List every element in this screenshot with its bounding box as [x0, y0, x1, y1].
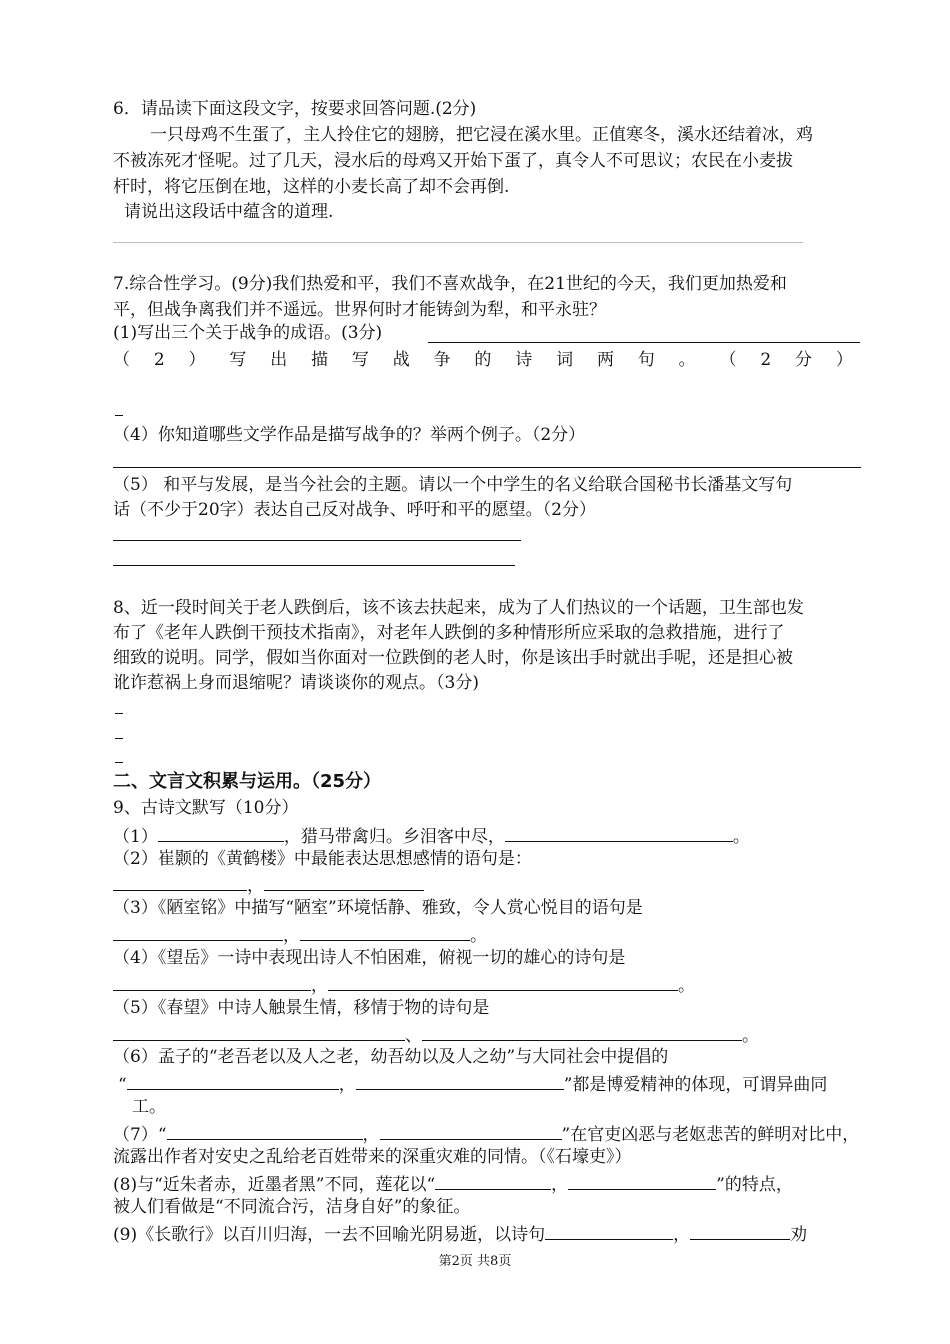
q9-item4-answers: ， 。	[113, 972, 695, 997]
q9-item4-blank2[interactable]	[328, 972, 678, 991]
q9-item5-blank1[interactable]	[113, 1022, 405, 1041]
q9-item3: （3）《陋室铭》中描写“陋室”环境恬静、雅致，令人赏心悦目的语句是	[113, 898, 643, 918]
q6-passage-line2: 不被冻死才怪呢。过了几天，浸水后的母鸡又开始下蛋了，真令人不可思议；农民在小麦拔	[113, 151, 793, 171]
q9-item9: (9)《长歌行》以百川归海，一去不回喻光阴易逝，以诗句 ， 劝	[113, 1221, 807, 1246]
q9-item6-blank2[interactable]	[356, 1071, 564, 1090]
q7-intro-line1: 7.综合性学习。(9分)我们热爱和平，我们不喜欢战争，在21世纪的今天，我们更加热爱和	[113, 274, 787, 294]
q9-item1: （1） ，猎马带禽归。乡泪客中尽， 。	[113, 823, 750, 848]
q9-item5-answers: 、 。	[113, 1022, 759, 1047]
q7-sub1: (1)写出三个关于战争的成语。(3分)	[113, 323, 383, 343]
q9-item8-line2: 被人们看做是“不同流合污，洁身自好”的象征。	[113, 1197, 471, 1217]
q7-sub5-line1: （5） 和平与发展，是当今社会的主题。请以一个中学生的名义给联合国秘书长潘基文写句	[113, 475, 793, 495]
q9-item2-blank1[interactable]	[113, 872, 247, 891]
q9-item7-blank1[interactable]	[167, 1121, 363, 1140]
q7-sub4-answer-line[interactable]	[113, 467, 861, 468]
q9-item9-blank1[interactable]	[545, 1221, 673, 1240]
q9-item2: （2）崔颢的《黄鹤楼》中最能表达思想感情的语句是：	[113, 849, 532, 869]
q7-sub1-answer-line[interactable]	[428, 342, 860, 343]
q9-item3-blank1[interactable]	[113, 922, 283, 941]
q9-item7-line1: （7）“ ， ”在官吏凶恶与老妪悲苦的鲜明对比中，	[113, 1121, 859, 1146]
q7-sub5-answer-line1[interactable]	[113, 540, 521, 541]
q9-item9-blank2[interactable]	[690, 1221, 790, 1240]
q6-prompt: 请说出这段话中蕴含的道理.	[124, 202, 334, 222]
q8-line2: 布了《老年人跌倒干预技术指南》，对老年人跌倒的多种情形所应采取的急救措施，进行了	[113, 623, 785, 643]
q6-passage-line3: 杆时，将它压倒在地，这样的小麦长高了却不会再倒.	[113, 177, 510, 197]
q9-item3-answers: ， 。	[113, 922, 487, 947]
q9-item7-line2: 流露出作者对安史之乱给老百姓带来的深重灾难的同情。（《石壕吏》）	[113, 1147, 632, 1167]
q8-answer-mark1[interactable]	[115, 713, 123, 714]
q6-answer-line[interactable]	[113, 242, 803, 243]
q8-answer-mark3[interactable]	[115, 762, 123, 763]
q9-item5: （5）《春望》中诗人触景生情，移情于物的诗句是	[113, 998, 490, 1018]
q7-sub2-answer-mark[interactable]	[115, 415, 123, 416]
q9-item1-blank2[interactable]	[505, 823, 733, 842]
q7-intro-line2: 平，但战争离我们并不遥远。世界何时才能铸剑为犁，和平永驻？	[113, 300, 606, 320]
q9-item6-line3: 工。	[132, 1097, 166, 1117]
q7-sub2: （ 2 ） 写 出 描 写 战 争 的 诗 词 两 句 。 （ 2 分 ）	[113, 350, 853, 370]
q6-passage-line1: 一只母鸡不生蛋了，主人拎住它的翅膀，把它浸在溪水里。正值寒冬，溪水还结着冰，鸡	[150, 125, 813, 145]
section2-title: 二、文言文积累与运用。（25分）	[113, 771, 382, 792]
q9-title: 9、古诗文默写（10分）	[113, 798, 299, 818]
q9-item6-line1: （6）孟子的“老吾老以及人之老，幼吾幼以及人之幼”与大同社会中提倡的	[113, 1047, 669, 1067]
q9-item8-blank2[interactable]	[568, 1171, 716, 1190]
q9-item3-blank2[interactable]	[300, 922, 470, 941]
q9-item2-blank2[interactable]	[264, 872, 424, 891]
q8-line4: 讹诈惹祸上身而退缩呢？请谈谈你的观点。（3分)	[113, 673, 479, 693]
q8-line3: 细致的说明。同学，假如当你面对一位跌倒的老人时，你是该出手时就出手呢，还是担心被	[113, 648, 793, 668]
q8-answer-mark2[interactable]	[115, 738, 123, 739]
q9-item8-line1: (8)与“近朱者赤，近墨者黑”不同，莲花以“ ， ”的特点，	[113, 1171, 793, 1196]
q9-item6-blank1[interactable]	[127, 1071, 339, 1090]
q7-sub5-answer-line2[interactable]	[113, 565, 515, 566]
page-footer: 第2页 共8页	[438, 1254, 512, 1269]
q7-sub5-line2: 话（不少于20字）表达自己反对战争、呼吁和平的愿望。（2分）	[113, 500, 596, 520]
q9-item6-line2: “ ， ”都是博爱精神的体现，可谓异曲同	[118, 1071, 827, 1096]
q9-item2-answers: ，	[113, 872, 424, 897]
q9-item4: （4）《望岳》一诗中表现出诗人不怕困难，俯视一切的雄心的诗句是	[113, 948, 626, 968]
q6-title: 6．请品读下面这段文字，按要求回答问题.(2分)	[113, 99, 477, 119]
q9-item4-blank1[interactable]	[113, 972, 311, 991]
q8-line1: 8、近一段时间关于老人跌倒后，该不该去扶起来，成为了人们热议的一个话题，卫生部也发	[113, 598, 804, 618]
q9-item8-blank1[interactable]	[435, 1171, 551, 1190]
q9-item1-blank1[interactable]	[158, 823, 284, 842]
q7-sub4: （4）你知道哪些文学作品是描写战争的？举两个例子。（2分）	[113, 425, 586, 445]
q9-item5-blank2[interactable]	[422, 1022, 742, 1041]
q9-item7-blank2[interactable]	[380, 1121, 562, 1140]
